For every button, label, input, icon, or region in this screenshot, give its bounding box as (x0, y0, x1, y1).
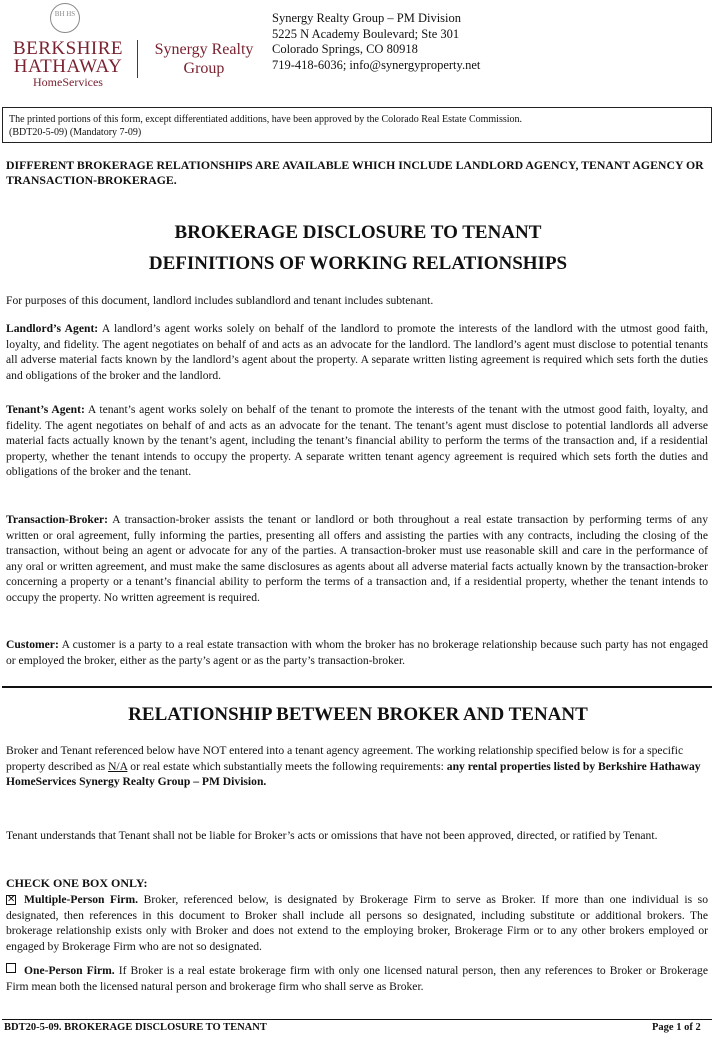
brand-line-2: Group (183, 60, 225, 77)
relationship-requirements: any rental properties listed by Berkshire Hathaway HomeServices Synergy Realty Group – PM Division. (6, 759, 701, 788)
footer-rule (2, 1019, 712, 1020)
notice-line-2: (BDT20-5-09) (Mandatory 7-09) (9, 127, 142, 138)
customer-term: Customer: (6, 638, 59, 651)
transaction-broker-definition (6, 512, 708, 605)
synergy-realty-logo (145, 40, 263, 78)
section-divider (2, 686, 712, 688)
transaction-broker-text: A transaction-broker assists the tenant or landlord or both throughout a real estate transaction by performing terms of any written or oral agreement, fully informing the parties, presenting all offers and assisting the parties with any contracts, including the closing of the transaction, without being an agent or advocate for any of the parties. A transaction-broker must use reasonable skill and care in the performance of any oral or written agreement, and must make the same disclosures as agents about all adverse material facts actually known by the transaction-broker concerning a property or a tenant’s financial ability to perform the terms of a transaction and, if a residential property, whether the tenant intends to occupy the property. No written agreement is required. (6, 513, 708, 604)
logo-line-3: HomeServices (33, 75, 103, 89)
landlord-agent-text: A landlord’s agent works solely on behalf of the landlord to promote the interests of the landlord with the utmost good faith, loyalty, and fidelity. The agent negotiates on behalf of and acts as an advocate for the landlord. The landlord’s agent must disclose to potential tenants all adverse material facts known by the landlord’s agent about the property. A separate written listing agreement is required which sets forth the duties and obligations of the broker and the landlord. (6, 322, 708, 382)
seal-text: BH HS (54, 10, 76, 18)
logo-line-1: BERKSHIRE (12, 38, 124, 59)
tenant-agent-term: Tenant’s Agent: (6, 403, 85, 416)
commission-notice (2, 107, 712, 143)
tenant-liability-paragraph: Tenant understands that Tenant shall not be liable for Broker’s acts or omissions that have not been approved, directed, or ratified by Tenant. (6, 829, 658, 842)
berkshire-hathaway-logo (6, 40, 130, 89)
relationship-paragraph (6, 743, 708, 790)
definitions-heading: DEFINITIONS OF WORKING RELATIONSHIPS (148, 253, 568, 274)
one-person-firm-text: If Broker is a real estate brokerage firm with only one licensed natural person, then any references to Broker or Brokerage Firm mean both the licensed natural person and brokerage firm who shall serve as Broker. (6, 964, 708, 993)
relationship-heading: RELATIONSHIP BETWEEN BROKER AND TENANT (128, 704, 588, 725)
logo-divider (137, 40, 138, 78)
address-line: 719-418-6036; info@synergyproperty.net (272, 57, 481, 72)
form-id-footer: BDT20-5-09. BROKERAGE DISCLOSURE TO TENANT (4, 1022, 267, 1033)
customer-definition (6, 637, 708, 668)
logo-line-2: HATHAWAY (13, 56, 123, 77)
customer-text: A customer is a party to a real estate transaction with whom the broker has no brokerage relationship because such party has not engaged or employed the broker, either as the party’s agent or as the party’s transaction-broker. (6, 638, 708, 667)
tenant-agent-definition (6, 402, 708, 480)
landlord-agent-definition (6, 321, 708, 383)
relationship-text-a: Broker and Tenant referenced below have NOT entered into a tenant agency agreement. The working relationship specified below is for a specific property described as (6, 744, 684, 773)
one-person-firm-term: One-Person Firm. (24, 964, 115, 977)
multiple-person-firm-checkbox[interactable]: ✕ (7, 894, 16, 905)
bhhs-seal-logo (50, 3, 80, 33)
one-person-firm-checkbox[interactable] (6, 963, 16, 973)
page-number: Page 1 of 2 (652, 1022, 701, 1033)
relationships-available-notice: DIFFERENT BROKERAGE RELATIONSHIPS ARE AVAILABLE WHICH INCLUDE LANDLORD AGENCY, TENANT AGENCY OR TRANSACTION-BROKERAGE. (6, 158, 704, 187)
multiple-person-firm-option (6, 892, 708, 954)
multiple-person-firm-text: Broker, referenced below, is designated by Brokerage Firm to serve as Broker. If more than one individual is so designated, then references in this document to Broker shall include all persons so designated, including substitute or additional brokers. The brokerage relationship exists only with Broker and does not extend to the employing broker, Brokerage Firm or to any other brokers employed or engaged by Brokerage Firm who are not so designated. (6, 893, 708, 953)
notice-line-1: The printed portions of this form, except differentiated additions, have been approved by the Colorado Real Estate Commission. (9, 114, 523, 125)
transaction-broker-term: Transaction-Broker: (6, 513, 108, 526)
one-person-firm-option (6, 963, 708, 994)
address-line: Colorado Springs, CO 80918 (272, 42, 418, 56)
tenant-agent-text: A tenant’s agent works solely on behalf of the tenant to promote the interests of the tenant with the utmost good faith, loyalty, and fidelity. The agent negotiates on behalf of and acts as an advocate for the tenant. The tenant’s agent must disclose to potential landlords all adverse material facts actually known by the tenant’s agent, including the tenant’s financial ability to perform the terms of the transaction and, if a residential property, whether the tenant intends to occupy the property. A separate written tenant agency agreement is required which sets forth the duties and obligations of the broker and the tenant. (6, 403, 708, 478)
purposes-statement: For purposes of this document, landlord includes sublandlord and tenant includes subtenant. (6, 294, 434, 307)
office-address (272, 11, 480, 73)
address-line: 5225 N Academy Boulevard; Ste 301 (272, 26, 460, 41)
multiple-person-firm-term: Multiple-Person Firm. (24, 893, 139, 906)
relationship-text-b: or real estate which substantially meets the following requirements: (130, 759, 444, 773)
brand-line-1: Synergy Realty (154, 41, 254, 58)
address-line: Synergy Realty Group – PM Division (272, 11, 462, 25)
check-one-box-heading: CHECK ONE BOX ONLY: (6, 876, 148, 890)
document-title: BROKERAGE DISCLOSURE TO TENANT (174, 222, 542, 243)
property-description-field[interactable]: N/A (108, 759, 128, 773)
landlord-agent-term: Landlord’s Agent: (6, 322, 99, 335)
